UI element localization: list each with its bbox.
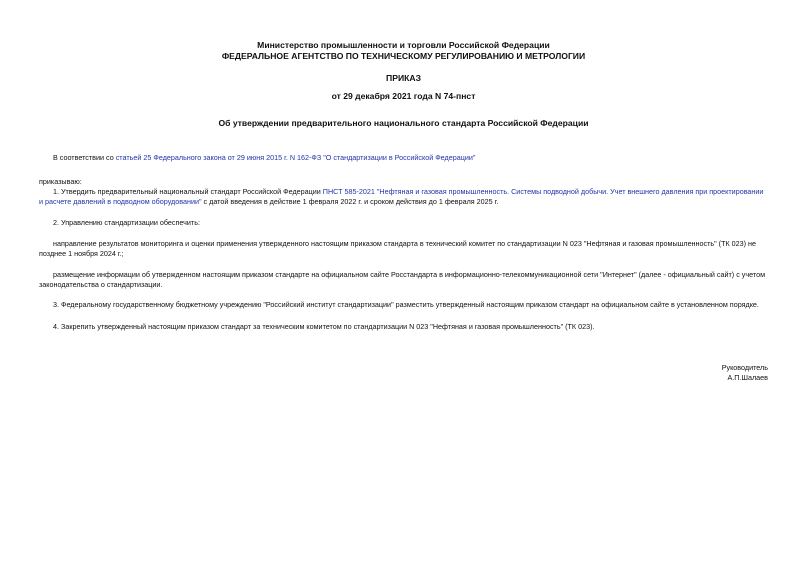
item-1-line-1 [53,187,763,197]
item-2-sub-2-line-1: размещение информации об утвержденном настоящим приказом стандарте на официальном сайте Росстандарта в информационно-телекоммуникационной сети "Интернет" (далее - официальный сайт) с учетом [53,270,766,279]
standard-link[interactable]: ПНСТ 585-2021 "Нефтяная и газовая промышленность. Системы подводной добычи. Учет внешнего давления при проектировании [322,187,764,196]
federal-law-link[interactable]: статьей 25 Федерального закона от 29 июня 2015 г. N 162-ФЗ "О стандартизации в Российской Федерации" [115,153,476,162]
item-4: 4. Закрепить утвержденный настоящим приказом стандарт за техническим комитетом по стандартизации N 023 "Нефтяная и газовая промышленность" (ТК 023). [53,322,595,331]
item-2-sub-1-line-2: позднее 1 ноября 2024 г.; [39,249,124,258]
ministry-heading: Министерство промышленности и торговли Российской Федерации [257,40,550,50]
preamble-prefix: В соответствии со [53,153,116,162]
preamble [53,153,475,163]
standard-link-continued[interactable]: и расчете давлений в подводном оборудовании" [39,197,202,206]
order-word: приказываю: [39,177,82,186]
item-1-line-2 [39,197,498,207]
signature-name: А.П.Шалаев [727,373,768,382]
signature-role: Руководитель [721,363,768,372]
item-3: 3. Федеральному государственному бюджетному учреждению "Российский институт стандартизации" разместить утвержденный настоящим приказом стандарт на официальном сайте в установленном порядке. [53,300,759,309]
doc-type-heading: ПРИКАЗ [386,73,421,83]
document-title: Об утверждении предварительного национального стандарта Российской Федерации [218,118,589,128]
date-number-heading: от 29 декабря 2021 года N 74-пнст [331,91,476,101]
agency-heading: ФЕДЕРАЛЬНОЕ АГЕНТСТВО ПО ТЕХНИЧЕСКОМУ РЕГУЛИРОВАНИЮ И МЕТРОЛОГИИ [221,51,586,61]
item-1-suffix: с датой введения в действие 1 февраля 2022 г. и сроком действия до 1 февраля 2025 г. [201,197,499,206]
item-2-lead: 2. Управлению стандартизации обеспечить: [53,218,200,227]
item-2-sub-2-line-2: законодательства о стандартизации. [39,280,163,289]
item-2-sub-1-line-1: направление результатов мониторинга и оценки применения утвержденного настоящим приказом стандарта в технический комитет по стандартизации N 023 "Нефтяная и газовая промышленность" (ТК 023) не [53,239,756,248]
item-1-prefix: 1. Утвердить предварительный национальный стандарт Российской Федерации [53,187,323,196]
